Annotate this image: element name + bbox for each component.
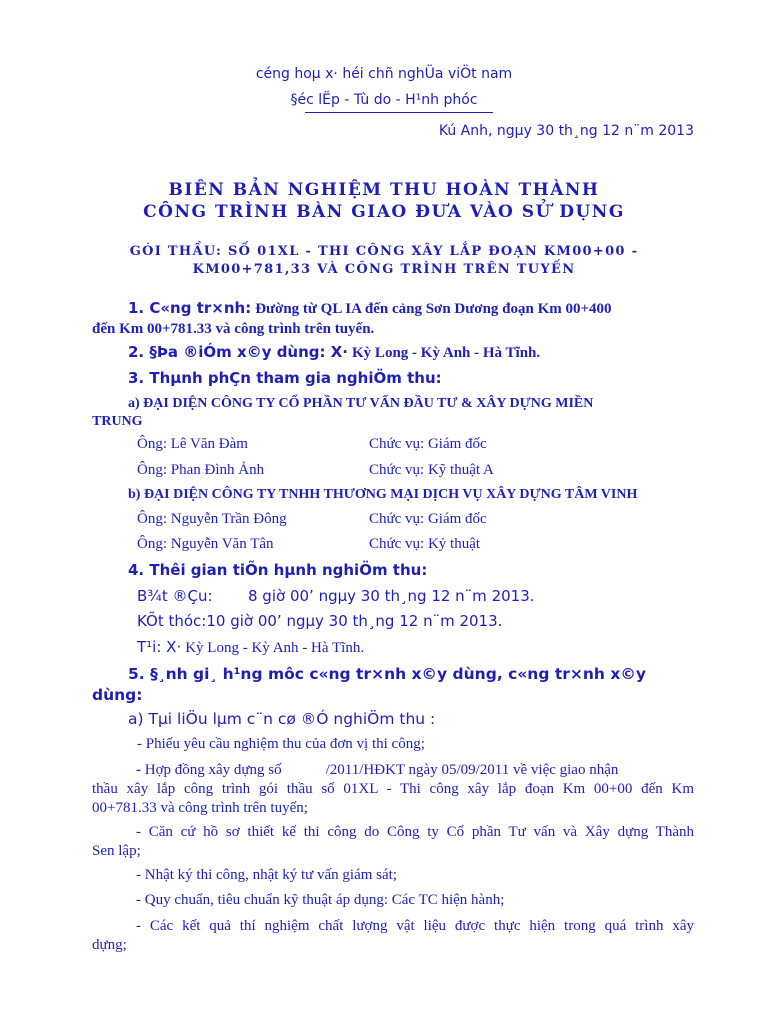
section-2 xyxy=(128,343,540,362)
member-name: Ông: Nguyễn Trần Đông xyxy=(137,511,287,527)
member-name: Ông: Lê Văn Đàm xyxy=(137,436,248,452)
list-item: - Quy chuẩn, tiêu chuẩn kỹ thuật áp dụng: Các TC hiện hành; xyxy=(136,892,505,908)
test-results-line1: - Các kết quả thí nghiệm chất lượng vật liệu được thực hiện trong quá trình xây xyxy=(136,918,694,934)
start-time-label: B¾t ®Çu: xyxy=(137,587,213,605)
member-name: Ông: Nguyễn Văn Tân xyxy=(137,536,274,552)
section-1-label: 1. C«ng tr×nh: xyxy=(128,299,252,317)
list-item xyxy=(92,823,694,861)
contract-text-a: Hợp đồng xây dựng số xyxy=(144,762,282,778)
header-motto xyxy=(0,92,768,108)
member-role: Chức vụ: Kỹ thuật A xyxy=(369,462,494,478)
header-date: Kú Anh, ngµy 30 th¸ng 12 n¨m 2013 xyxy=(438,123,694,139)
contract-text-b: /2011/HĐKT ngày 05/09/2011 về việc giao nhận xyxy=(325,762,619,778)
section-3a-company: a) ĐẠI DIỆN CÔNG TY CỔ PHẦN TƯ VẤN ĐẦU TƯ & XÂY DỰNG MIỀN xyxy=(128,396,594,411)
end-time-label: KÕt thóc: xyxy=(137,612,207,630)
place-value: Kỳ Long - Kỳ Anh - Hà Tĩnh. xyxy=(185,640,365,656)
section-3a xyxy=(92,395,694,431)
section-5a-label: a) Tµi liÖu lµm c¨n cø ®Ó nghiÖm thu : xyxy=(128,710,436,728)
member-role: Chức vụ: Giám đốc xyxy=(369,436,487,452)
member-role: Chức vụ: Kỷ thuật xyxy=(369,536,481,552)
section-4-label: 4. Thêi gian tiÕn hµnh nghiÖm thu: xyxy=(128,561,428,579)
contract-text-line2: thầu xây lắp công trình gói thầu số 01XL - Thi công xây lắp đoạn Km 00+00 đến Km xyxy=(92,781,694,797)
end-time-value: 10 giờ 00’ ngµy 30 th¸ng 12 n¨m 2013. xyxy=(206,612,503,630)
list-item: - Nhật ký thi công, nhật ký tư vấn giám sát; xyxy=(136,867,397,883)
list-item xyxy=(92,761,694,818)
package-title-line1: GÓI THẦU: SỐ 01XL - THI CÔNG XÂY LẮP ĐOẠN KM00+00 - xyxy=(129,244,639,259)
list-dash: - xyxy=(136,762,141,778)
header-nation: céng hoµ x· héi chñ nghÜa viÖt nam xyxy=(255,66,513,82)
doc-title-line1: BIÊN BẢN NGHIỆM THU HOÀN THÀNH xyxy=(168,180,600,200)
design-text-line2: Sen lập; xyxy=(92,843,141,859)
section-3a-company-cont: TRUNG xyxy=(92,414,143,429)
section-2-text: Kỳ Long - Kỳ Anh - Hà Tĩnh. xyxy=(352,345,541,361)
design-text-line1: - Căn cứ hồ sơ thiết kế thi công do Công ty Cổ phần Tư vấn và Xây dựng Thành xyxy=(136,824,694,840)
section-5-label-line1: 5. §¸nh gi¸ h¹ng môc c«ng tr×nh x©y dùng, c«ng tr×nh x©y xyxy=(128,665,646,683)
doc-title-line2: CÔNG TRÌNH BÀN GIAO ĐƯA VÀO SỬ DỤNG xyxy=(143,202,625,222)
start-time-value: 8 giờ 00’ ngµy 30 th¸ng 12 n¨m 2013. xyxy=(248,587,535,605)
section-1-text-cont: đến Km 00+781.33 và công trình trên tuyến. xyxy=(92,321,375,337)
section-1 xyxy=(92,298,694,339)
section-1-text: Đường từ QL IA đến cảng Sơn Dương đoạn Km 00+400 xyxy=(255,301,612,317)
list-item xyxy=(92,917,694,955)
section-3b-company: b) ĐẠI DIỆN CÔNG TY TNHH THƯƠNG MẠI DỊCH VỤ XÂY DỰNG TÂM VINH xyxy=(128,487,638,502)
motto-underline xyxy=(305,112,493,113)
place-label: T¹i: X· xyxy=(137,638,182,656)
member-name: Ông: Phan Đình Ảnh xyxy=(137,462,265,478)
list-item: - Phiếu yêu cầu nghiệm thu của đơn vị thi công; xyxy=(137,736,425,752)
package-title-line2: KM00+781,33 VÀ CÔNG TRÌNH TRÊN TUYẾN xyxy=(192,262,576,277)
test-results-line2: dựng; xyxy=(92,937,127,953)
member-role: Chức vụ: Giám đốc xyxy=(369,511,487,527)
place xyxy=(137,638,364,657)
section-3-label: 3. Thµnh phÇn tham gia nghiÖm thu: xyxy=(128,369,442,387)
end-time xyxy=(137,612,502,630)
section-5-label xyxy=(92,664,694,706)
header-motto-text: §éc lËp - Tù do - H¹nh phóc xyxy=(290,92,478,108)
section-5-label-line2: dùng: xyxy=(92,686,143,704)
section-2-label: 2. §Þa ®iÓm x©y dùng: X· xyxy=(128,343,349,361)
contract-text-line3: 00+781.33 và công trình trên tuyến; xyxy=(92,800,308,816)
